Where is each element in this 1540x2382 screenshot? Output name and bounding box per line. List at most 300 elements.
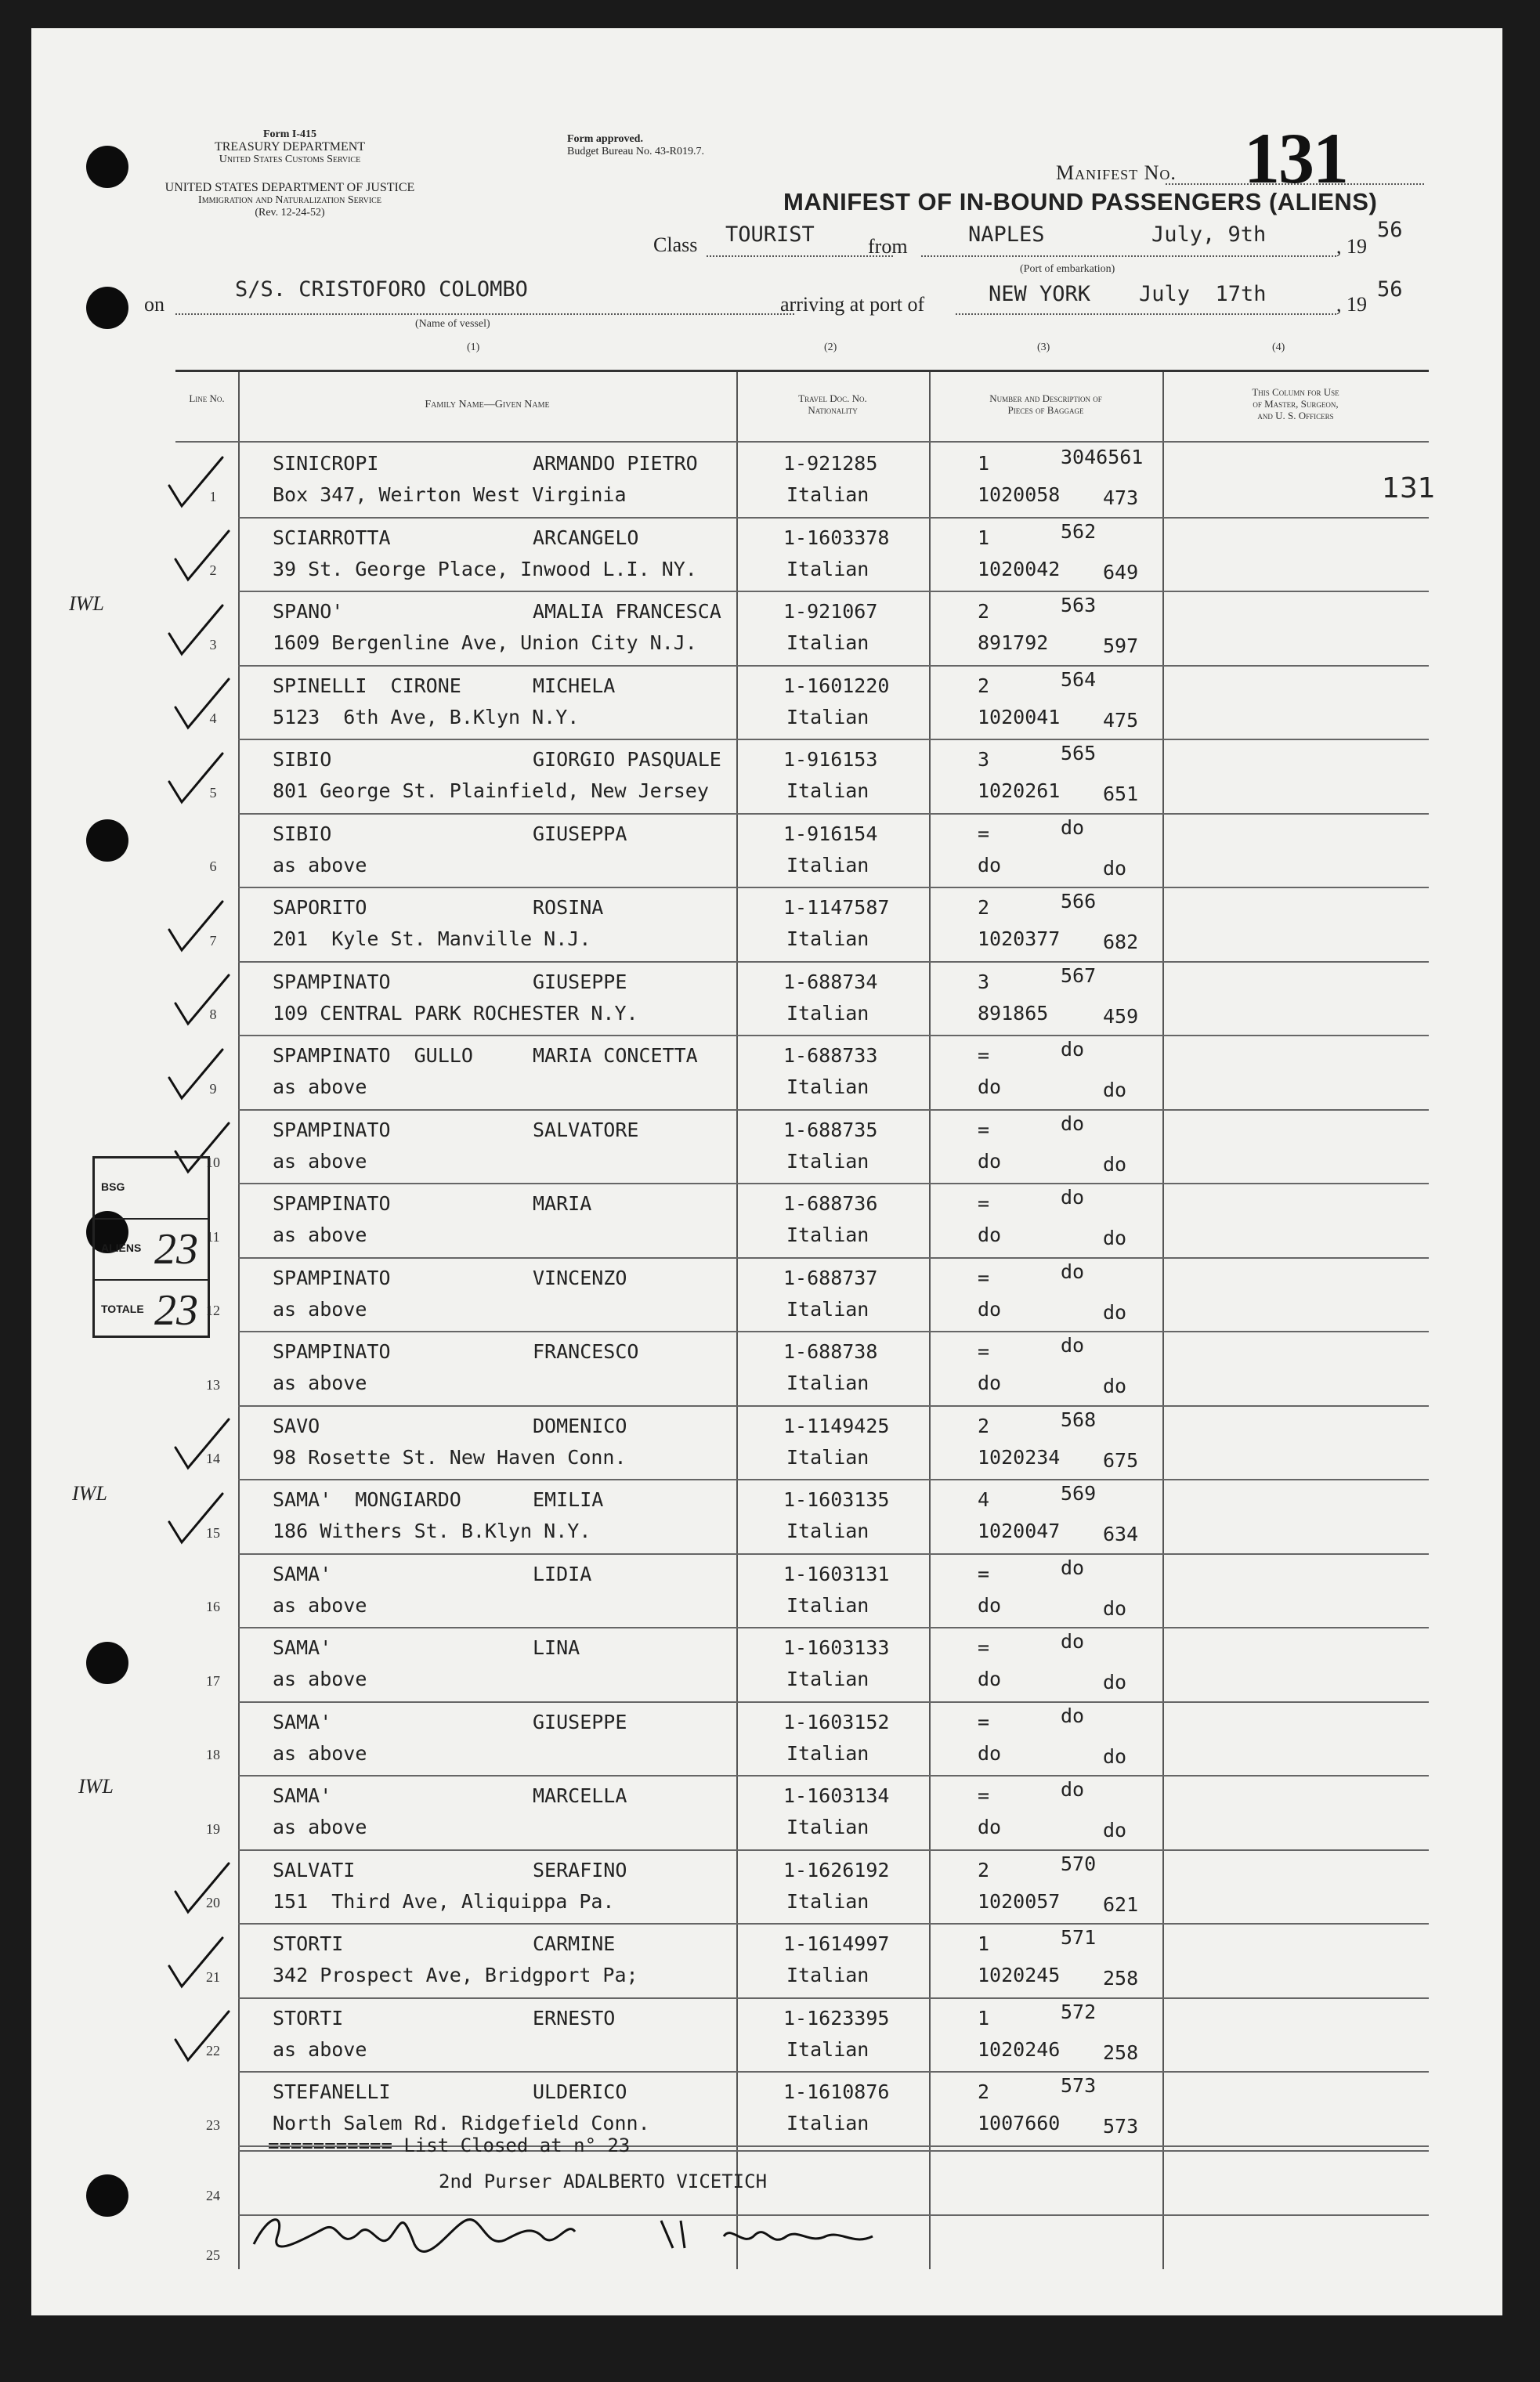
baggage-code: 475	[1103, 708, 1139, 732]
travel-doc-number: 1-921285	[783, 452, 878, 475]
check-mark-icon	[164, 454, 227, 509]
port-embarkation-caption: (Port of embarkation)	[1020, 263, 1115, 275]
line-number: 1	[209, 488, 217, 504]
given-name: ARMANDO PIETRO	[533, 452, 698, 475]
family-name: SPAMPINATO	[273, 1118, 391, 1141]
family-name: SAVO	[273, 1414, 320, 1437]
given-name: DOMENICO	[533, 1414, 627, 1437]
table-row	[175, 1479, 1429, 1553]
baggage-pieces: 2	[978, 2080, 990, 2103]
given-name: SERAFINO	[533, 1858, 627, 1881]
punch-hole	[86, 287, 128, 329]
punch-hole	[86, 819, 128, 862]
baggage-ticket: do	[978, 1075, 1002, 1098]
check-mark-icon	[164, 602, 227, 657]
baggage-ticket: 1020234	[978, 1445, 1061, 1469]
baggage-code: 651	[1103, 783, 1139, 805]
from-label: from	[868, 235, 908, 258]
line-number: 4	[209, 710, 217, 726]
baggage-pieces: 1	[978, 2006, 990, 2030]
address: 109 CENTRAL PARK ROCHESTER N.Y.	[273, 1001, 638, 1025]
family-name: STEFANELLI	[273, 2080, 391, 2103]
address: as above	[273, 1741, 367, 1765]
baggage-pieces: 1	[978, 1932, 990, 1955]
baggage-ticket: 1020042	[978, 557, 1061, 580]
revision-date: (Rev. 12-24-52)	[255, 207, 325, 219]
check-mark-icon	[171, 676, 233, 731]
from-underline	[921, 255, 1336, 257]
baggage-pieces: 2	[978, 1414, 990, 1437]
check-mark-icon	[171, 528, 233, 583]
table-row	[175, 443, 1429, 517]
given-name: ERNESTO	[533, 2006, 616, 2030]
family-name: SAMA' MONGIARDO	[273, 1488, 461, 1511]
address: 5123 6th Ave, B.Klyn N.Y.	[273, 705, 580, 728]
check-mark-icon	[171, 2008, 233, 2063]
given-name: EMILIA	[533, 1488, 604, 1511]
baggage-header-line1: Number and Description of	[989, 392, 1102, 404]
manifest-number: 131	[1244, 118, 1347, 198]
arriving-label: arriving at port of	[780, 293, 925, 316]
purser-note: 2nd Purser ADALBERTO VICETICH	[439, 2171, 768, 2192]
table-row	[175, 1405, 1429, 1480]
baggage-header-line2: Pieces of Baggage	[1007, 404, 1084, 416]
travel-doc-number: 1-1603133	[783, 1636, 890, 1659]
baggage-pieces: =	[978, 1044, 990, 1067]
check-mark-icon	[164, 1491, 227, 1545]
baggage-tag: do	[1061, 1630, 1085, 1653]
baggage-ticket: do	[978, 1372, 1002, 1394]
address: 342 Prospect Ave, Bridgport Pa;	[273, 1964, 638, 1986]
baggage-ticket: 1020041	[978, 705, 1061, 728]
baggage-ticket: do	[978, 1149, 1002, 1173]
baggage-pieces: =	[978, 1266, 990, 1289]
table-row	[175, 887, 1429, 961]
budget-bureau: Budget Bureau No. 43-R019.7.	[567, 146, 704, 157]
line-number: 14	[206, 1451, 220, 1466]
given-name: GIUSEPPE	[533, 970, 627, 993]
baggage-code: do	[1103, 1375, 1127, 1397]
baggage-pieces: 2	[978, 1858, 990, 1881]
address: 1609 Bergenline Ave, Union City N.J.	[273, 631, 697, 654]
travel-doc-number: 1-1601220	[783, 674, 890, 697]
baggage-ticket: 1020245	[978, 1964, 1061, 1986]
baggage-pieces: 4	[978, 1488, 990, 1511]
travel-doc-number: 1-916153	[783, 748, 878, 771]
list-closed-note: =========== List Closed at n° 23	[268, 2134, 631, 2156]
table-row	[175, 1923, 1429, 1997]
arrival-year-prefix: , 19	[1336, 293, 1367, 316]
baggage-ticket: 891865	[978, 1001, 1049, 1025]
vessel-name: S/S. CRISTOFORO COLOMBO	[235, 277, 528, 302]
vessel-underline	[175, 313, 794, 315]
baggage-tag: 573	[1061, 2074, 1097, 2097]
travel-doc-number: 1-1147587	[783, 896, 890, 919]
family-name: SINICROPI	[273, 452, 379, 475]
officers-header-line3: and U. S. Officers	[1257, 410, 1334, 421]
line-number: 7	[209, 932, 217, 949]
treasury-department: TREASURY DEPARTMENT	[214, 140, 366, 154]
baggage-code: do	[1103, 1300, 1127, 1324]
address: as above	[273, 1075, 367, 1098]
given-name: GIUSEPPA	[533, 822, 627, 845]
line-number: 24	[206, 2188, 220, 2203]
check-mark-icon	[164, 898, 227, 953]
given-name: LINA	[533, 1636, 580, 1659]
baggage-ticket: 1007660	[978, 2112, 1061, 2134]
manifest-sheet	[31, 28, 1502, 2315]
baggage-pieces: 1	[978, 452, 990, 475]
address: 801 George St. Plainfield, New Jersey	[273, 779, 709, 802]
officers-header-line1: This Column for Use	[1252, 386, 1339, 398]
line-number: 10	[206, 1155, 220, 1170]
line-number: 12	[206, 1303, 220, 1318]
travel-doc-number: 1-688733	[783, 1044, 878, 1067]
class-underline	[707, 255, 893, 257]
baggage-code: 597	[1103, 634, 1139, 657]
nationality: Italian	[786, 1224, 869, 1246]
passenger-table	[175, 370, 1436, 2269]
check-mark-icon	[171, 1416, 233, 1471]
nationality: Italian	[786, 1520, 869, 1542]
family-name: SPINELLI CIRONE	[273, 674, 461, 697]
family-name: SIBIO	[273, 748, 332, 771]
address: as above	[273, 853, 367, 877]
travel-doc-number: 1-1603152	[783, 1710, 890, 1733]
line-number: 8	[209, 1007, 217, 1022]
bsg-label: BSG	[101, 1180, 125, 1193]
nationality: Italian	[786, 1297, 869, 1321]
address: North Salem Rd. Ridgefield Conn.	[273, 2112, 650, 2134]
given-name: CARMINE	[533, 1932, 616, 1955]
baggage-tag: 567	[1061, 963, 1097, 987]
family-name: SPAMPINATO	[273, 970, 391, 993]
baggage-tag: do	[1061, 1334, 1085, 1357]
travel-doc-number: 1-916154	[783, 822, 878, 845]
baggage-tag: 568	[1061, 1408, 1097, 1431]
baggage-pieces: =	[978, 1118, 990, 1141]
nationality: Italian	[786, 631, 869, 654]
baggage-tag: do	[1061, 815, 1085, 839]
aliens-row	[95, 1220, 208, 1281]
manifest-title: MANIFEST OF IN-BOUND PASSENGERS (ALIENS)	[783, 188, 1378, 215]
side-manifest-number: 131	[1382, 472, 1436, 504]
travel-doc-number: 1-688735	[783, 1118, 878, 1141]
travel-doc-number: 1-1614997	[783, 1932, 890, 1955]
departure-date: July, 9th	[1151, 222, 1267, 247]
baggage-ticket: 1020377	[978, 927, 1061, 950]
arrival-underline	[956, 313, 1336, 315]
line-number: 9	[209, 1080, 217, 1097]
family-name: SPAMPINATO	[273, 1340, 391, 1363]
given-name: LIDIA	[533, 1562, 592, 1585]
baggage-tag: 569	[1061, 1482, 1097, 1505]
nationality: Italian	[786, 1445, 869, 1469]
aliens-count: 23	[154, 1225, 198, 1274]
baggage-pieces: 2	[978, 896, 990, 919]
baggage-code: do	[1103, 1227, 1127, 1249]
baggage-pieces: =	[978, 1784, 990, 1807]
travel-doc-number: 1-1603378	[783, 526, 890, 549]
baggage-pieces: =	[978, 1710, 990, 1733]
given-name: MARIA	[533, 1192, 592, 1215]
form-approved: Form approved.	[567, 133, 643, 145]
given-name: ARCANGELO	[533, 526, 639, 549]
baggage-ticket: 1020246	[978, 2037, 1061, 2061]
purser-signature	[222, 2205, 1006, 2268]
table-row	[175, 1183, 1429, 1257]
justice-department: UNITED STATES DEPARTMENT OF JUSTICE	[164, 181, 415, 194]
table-row	[175, 517, 1429, 591]
family-name: SCIARROTTA	[273, 526, 391, 549]
arrival-date: July 17th	[1139, 282, 1267, 306]
table-row	[175, 1627, 1429, 1701]
family-name: SAMA'	[273, 1562, 332, 1585]
baggage-ticket: 1020058	[978, 483, 1061, 506]
check-mark-icon	[171, 972, 233, 1027]
table-row	[175, 665, 1429, 739]
line-number: 20	[206, 1895, 220, 1910]
line-number: 17	[206, 1672, 220, 1689]
officers-header-line2: of Master, Surgeon,	[1253, 398, 1339, 410]
baggage-pieces: =	[978, 822, 990, 845]
nationality: Italian	[786, 1001, 869, 1025]
baggage-tag: 565	[1061, 742, 1097, 764]
nationality: Italian	[786, 2037, 869, 2061]
baggage-tag: 562	[1061, 519, 1097, 543]
family-name: SAMA'	[273, 1710, 332, 1733]
travel-doc-number: 1-688738	[783, 1340, 878, 1363]
baggage-ticket: do	[978, 1224, 1002, 1246]
baggage-header	[929, 392, 1162, 416]
baggage-tag: do	[1061, 1038, 1085, 1061]
baggage-tag: do	[1061, 1260, 1085, 1283]
line-number: 11	[206, 1228, 220, 1245]
table-row	[175, 1775, 1429, 1849]
baggage-tag: do	[1061, 1186, 1085, 1209]
given-name: MICHELA	[533, 674, 616, 697]
nationality: Italian	[786, 557, 869, 580]
line-number: 23	[206, 2116, 220, 2133]
nationality: Italian	[786, 1741, 869, 1765]
address: 39 St. George Place, Inwood L.I. NY.	[273, 557, 697, 580]
travel-doc-number: 1-1610876	[783, 2080, 890, 2103]
baggage-code: do	[1103, 1596, 1127, 1620]
line-number: 13	[206, 1376, 220, 1393]
on-label: on	[144, 293, 164, 316]
baggage-code: do	[1103, 1152, 1127, 1176]
baggage-code: 258	[1103, 2040, 1139, 2064]
baggage-ticket: do	[978, 1593, 1002, 1617]
family-name: SIBIO	[273, 822, 332, 845]
table-row	[175, 1257, 1429, 1332]
given-name: VINCENZO	[533, 1266, 627, 1289]
address: as above	[273, 1816, 367, 1838]
line-number: 6	[209, 858, 217, 874]
baggage-pieces: 1	[978, 526, 990, 549]
family-name: SAPORITO	[273, 896, 367, 919]
baggage-code: 621	[1103, 1892, 1139, 1916]
totals-count: 23	[154, 1286, 198, 1335]
arrival-port: NEW YORK	[989, 282, 1091, 306]
address: as above	[273, 1224, 367, 1246]
baggage-pieces: 3	[978, 970, 990, 993]
column-number-4: (4)	[1272, 342, 1285, 353]
baggage-code: 675	[1103, 1448, 1139, 1472]
travel-doc-header-line2: Nationality	[808, 404, 858, 416]
baggage-tag: 3046561	[1061, 446, 1144, 468]
form-identification	[172, 128, 407, 166]
address: as above	[273, 1668, 367, 1690]
family-name: SPANO'	[273, 600, 344, 623]
address: as above	[273, 1372, 367, 1394]
travel-doc-number: 1-1149425	[783, 1414, 890, 1437]
travel-doc-number: 1-921067	[783, 600, 878, 623]
address: as above	[273, 1297, 367, 1321]
line-number: 21	[206, 1968, 220, 1985]
departure-year: 56	[1377, 218, 1403, 242]
nationality: Italian	[786, 1816, 869, 1838]
baggage-tag: 571	[1061, 1926, 1097, 1949]
baggage-code: do	[1103, 1671, 1127, 1693]
baggage-tag: do	[1061, 1704, 1085, 1727]
baggage-ticket: do	[978, 1668, 1002, 1690]
table-row	[175, 591, 1429, 665]
nationality: Italian	[786, 1593, 869, 1617]
family-name: SAMA'	[273, 1636, 332, 1659]
line-no-header: Line No.	[189, 392, 225, 404]
table-row	[175, 1109, 1429, 1184]
check-mark-icon	[164, 1046, 227, 1101]
line-number: 16	[206, 1599, 220, 1614]
baggage-ticket: do	[978, 1297, 1002, 1321]
column-number-2: (2)	[824, 342, 837, 353]
family-name: STORTI	[273, 1932, 344, 1955]
check-mark-icon	[164, 750, 227, 805]
address: 201 Kyle St. Manville N.J.	[273, 927, 591, 950]
nationality: Italian	[786, 2112, 869, 2134]
baggage-ticket: do	[978, 1816, 1002, 1838]
margin-initials: IWL	[69, 592, 104, 615]
baggage-tag: 566	[1061, 890, 1097, 913]
travel-doc-number: 1-1626192	[783, 1858, 890, 1881]
nationality: Italian	[786, 1149, 869, 1173]
margin-initials: IWL	[72, 1482, 107, 1505]
baggage-tag: 570	[1061, 1852, 1097, 1875]
baggage-pieces: =	[978, 1340, 990, 1363]
baggage-ticket: 891792	[978, 631, 1049, 654]
name-header: Family Name—Given Name	[425, 399, 550, 410]
line-number: 3	[209, 636, 217, 652]
alien-count-box	[92, 1156, 210, 1338]
nationality: Italian	[786, 853, 869, 877]
baggage-pieces: =	[978, 1192, 990, 1215]
baggage-ticket: 1020057	[978, 1889, 1061, 1913]
baggage-ticket: 1020261	[978, 779, 1061, 802]
baggage-pieces: =	[978, 1636, 990, 1659]
vessel-caption: (Name of vessel)	[415, 318, 490, 330]
table-row	[175, 1035, 1429, 1109]
arrival-year: 56	[1377, 277, 1403, 302]
baggage-pieces: 3	[978, 748, 990, 771]
line-number: 15	[206, 1524, 220, 1541]
baggage-code: do	[1103, 1819, 1127, 1842]
baggage-code: 682	[1103, 931, 1139, 953]
bsg-row	[95, 1158, 208, 1220]
totals-label: TOTALE	[101, 1303, 144, 1315]
given-name: FRANCESCO	[533, 1340, 639, 1363]
port-of-embarkation: NAPLES	[968, 222, 1045, 247]
baggage-ticket: 1020047	[978, 1520, 1061, 1542]
baggage-code: 649	[1103, 560, 1139, 584]
check-mark-icon	[171, 1860, 233, 1915]
travel-doc-header-line1: Travel Doc. No.	[798, 392, 867, 404]
line-number: 2	[209, 562, 217, 578]
baggage-code: do	[1103, 1079, 1127, 1101]
address: as above	[273, 2037, 367, 2061]
baggage-code: 473	[1103, 486, 1139, 509]
aliens-label: ALIENS	[101, 1242, 142, 1254]
line-number: 19	[206, 1820, 220, 1837]
nationality: Italian	[786, 1964, 869, 1986]
address: 151 Third Ave, Aliquippa Pa.	[273, 1889, 615, 1913]
baggage-tag: 572	[1061, 2000, 1097, 2023]
justice-block	[141, 182, 439, 219]
table-row	[175, 1553, 1429, 1628]
line-number: 5	[209, 784, 217, 801]
baggage-code: do	[1103, 1744, 1127, 1768]
travel-doc-number: 1-688737	[783, 1266, 878, 1289]
family-name: SALVATI	[273, 1858, 356, 1881]
baggage-ticket: do	[978, 853, 1002, 877]
baggage-tag: do	[1061, 1778, 1085, 1801]
given-name: AMALIA FRANCESCA	[533, 600, 721, 623]
approval-block	[567, 133, 704, 158]
nationality: Italian	[786, 1372, 869, 1394]
baggage-code: 634	[1103, 1523, 1139, 1545]
line-number: 22	[206, 2043, 220, 2058]
travel-doc-number: 1-1603135	[783, 1488, 890, 1511]
nationality: Italian	[786, 1075, 869, 1098]
table-row	[175, 813, 1429, 887]
table-row	[175, 1701, 1429, 1776]
line-number: 25	[206, 2247, 220, 2263]
baggage-pieces: 2	[978, 600, 990, 623]
column-number-1: (1)	[467, 342, 480, 353]
given-name: ROSINA	[533, 896, 604, 919]
table-row	[175, 739, 1429, 813]
nationality: Italian	[786, 483, 869, 506]
nationality: Italian	[786, 1668, 869, 1690]
given-name: ULDERICO	[533, 2080, 627, 2103]
baggage-code: 573	[1103, 2115, 1139, 2138]
family-name: SPAMPINATO GULLO	[273, 1044, 473, 1067]
manifest-number-label: Manifest No.	[1056, 161, 1177, 184]
nationality: Italian	[786, 705, 869, 728]
check-mark-icon	[164, 1935, 227, 1990]
baggage-code: do	[1103, 856, 1127, 880]
form-number: Form I-415	[262, 128, 317, 140]
travel-doc-number: 1-1623395	[783, 2006, 890, 2030]
address: Box 347, Weirton West Virginia	[273, 483, 627, 506]
nationality: Italian	[786, 779, 869, 802]
baggage-tag: do	[1061, 1111, 1085, 1135]
baggage-ticket: do	[978, 1741, 1002, 1765]
travel-doc-number: 1-688736	[783, 1192, 878, 1215]
baggage-pieces: =	[978, 1562, 990, 1585]
address: 186 Withers St. B.Klyn N.Y.	[273, 1520, 591, 1542]
baggage-code: 258	[1103, 1967, 1139, 1990]
